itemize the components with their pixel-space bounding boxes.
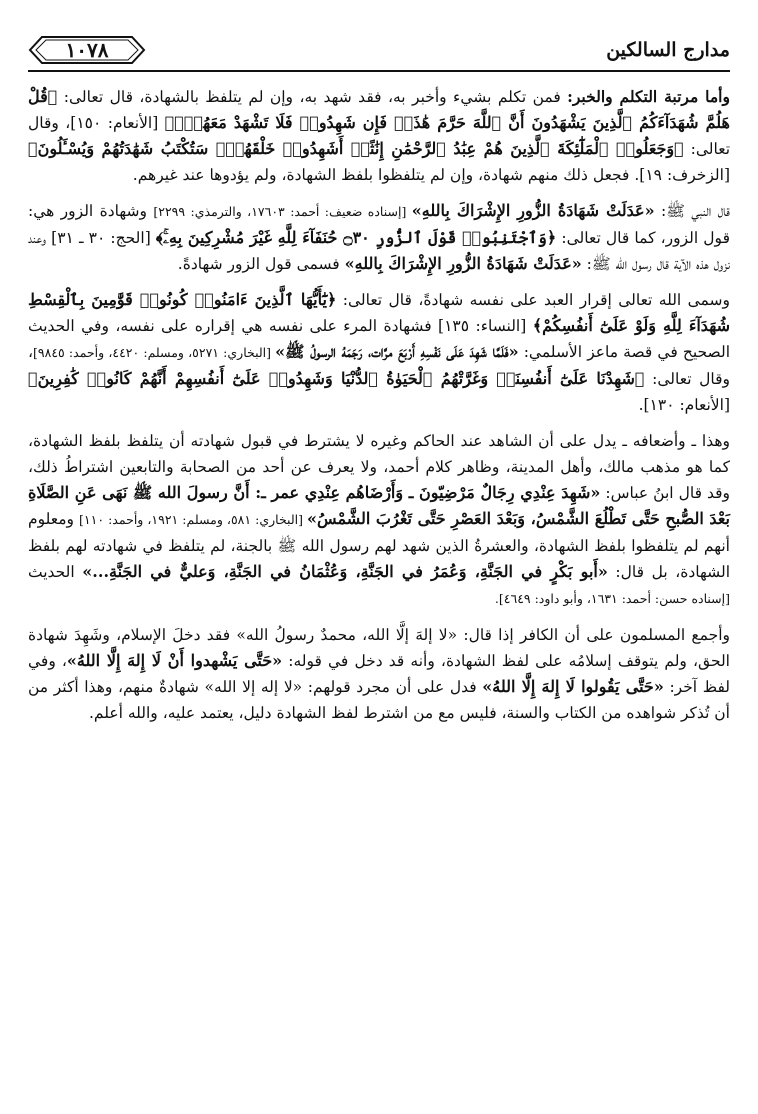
paragraph (28, 428, 730, 612)
body-text: [الزخرف: ١٩]. فجعل ذلك منهم شهادة، وإن لم يتلفظوا بلفظ الشهادة، ولم يؤدوها عند غيرهم. (132, 166, 730, 184)
citation: [إسناده ضعيف: أحمد: ١٧٦٠٣، والترمذي: ٢٢٩٩] (153, 204, 412, 219)
paragraph (28, 198, 730, 277)
body-text: ، وقال تعالى: (28, 343, 730, 388)
quotation: «عَدَلَتْ شَهَادَةُ الزُّورِ الإِشْرَاكَ بِاللهِ» (344, 254, 582, 273)
citation: [البخاري: ٥٢٧١، ومسلم: ٤٤٢٠، وأحمد: ٩٨٤٥] (33, 345, 276, 360)
quotation: «حَتَّى يَشْهدوا أَنْ لَا إِلهَ إِلَّا اللهُ» (66, 651, 283, 670)
quotation: «شَهِدَ عِنْدِي رِجَالٌ مَرْضِيّونَ ـ وَأَرْضَاهُم عِنْدِي عمر ـ: أَنَّ رسولَ الله ﷺ نَهَى عَنِ الصَّلَاةِ بَعْدَ الصُّبحِ حَتَّى تَطْلُعَ الشَّمْسُ، وَبَعْدَ العَصْرِ حَتَّى تَغْرُبَ الشَّمْسُ» (28, 483, 730, 528)
quotation: «عَدَلَتْ شَهَادَةُ الزُّورِ الإِشْرَاكَ بِاللهِ» (411, 201, 655, 220)
body-text: وشهادة الزور هي: قول الزور، كما قال تعالى: (28, 202, 730, 247)
bold-text: وأما مرتبة التكلم والخبر: (567, 87, 730, 106)
body-text: وهذا ـ وأضعافه ـ يدل على أن الشاهد عند الحاكم وغيره لا يشترط في قبول شهادته أن يتلفظ بلفظ الشهادة، كما هو مذهب مالك، وأهل المدينة، وظاهر كلام أحمد، ولا يعرف عن أحد من الصحابة والتابعين اشتراطُ ذلك، وقد قال ابنُ عباس: (28, 432, 731, 502)
body-text: فدل على أن مجرد قولهم: «لا إله إلا الله» شهادةٌ منهم، وهذا أكثر من أن تُذكر شواهده من الكتاب والسنة، فليس مع من اشترط لفظ الشهادة دليل، يعتمد عليه، والله أعلم. (28, 678, 730, 722)
paragraph (28, 622, 730, 726)
page-header (28, 30, 730, 70)
book-title: مدارج السالكين (606, 39, 730, 61)
quotation: ﴿شَهِدْنَا عَلَىٰٓ أَنفُسِنَاۖ وَغَرَّتْهُمُ ٱلْحَيَوٰةُ ٱلدُّنْيَا وَشَهِدُوا۟ عَلَىٰٓ أَنفُسِهِمْ أَنَّهُمْ كَانُوا۟ كَٰفِرِينَ﴾ (28, 369, 645, 388)
body-text: ، وفي لفظ آخر: (28, 652, 731, 696)
body-text: ومعلوم أنهم لم يتلفظوا بلفظ الشهادة، والعشرةُ الذين شهد لهم رسول الله ﷺ بالجنة، لم يتلفظ في شهادته لهم بلفظ الشهادة، بل قال: (28, 510, 730, 581)
page-number: ١٠٧٨ (65, 38, 109, 62)
body-text: وسمى الله تعالى إقرار العبد على نفسه شهادةً، قال تعالى: (336, 291, 730, 309)
body-text: فمن تكلم بشيء وأخبر به، فقد شهد به، وإن لم يتلفظ بالشهادة، قال تعالى: (57, 88, 568, 106)
page-body (28, 84, 730, 726)
quotation: ﴿وَجَعَلُوا۟ ٱلْمَلَٰٓئِكَةَ ٱلَّذِينَ هُمْ عِبَٰدُ ٱلرَّحْمَٰنِ إِنَٰثًاۚ أَشَهِدُوا۟ خَلْقَهُمْۚ سَتُكْتَبُ شَهَٰدَتُهُمْ وَيُسْـَٔلُونَ﴾ (28, 139, 684, 158)
citation: [إسناده حسن: أحمد: ١٦٣١، وأبو داود: ٤٦٤٩]. (494, 591, 730, 606)
quotation: ﴿قُلْ هَلُمَّ شُهَدَآءَكُمُ ٱلَّذِينَ يَشْهَدُونَ أَنَّ ٱللَّهَ حَرَّمَ هَٰذَاۖ فَإِن شَهِدُوا۟ فَلَا تَشْهَدْ مَعَهُمْۚ﴾ (28, 87, 730, 132)
quotation: «فَلَمَّا شَهِدَ عَلَى نَفْسِهِ أَرْبَعَ مرَّات، رَجَمَهُ الرسولُ ﷺ» (275, 342, 519, 361)
paragraph (28, 287, 730, 418)
body-text: وأجمع المسلمون على أن الكافر إذا قال: «لا إلهَ إلَّا الله، محمدٌ رسولُ الله» فقد دخلَ الإسلام، وشَهِدَ شهادة الحق، ولم يتوقف إسلامُه على لفظ الشهادة، وأنه قد دخل في قوله: (28, 626, 730, 670)
header-divider (28, 70, 730, 72)
page-number-box (28, 35, 146, 65)
quotation: «أَبو بَكْرٍ في الجَنَّةِ، وَعُمَرُ في الجَنَّةِ، وَعُثْمَانُ في الجَنَّةِ، وَعليٌّ في الجَنَّةِ...» (82, 562, 608, 581)
quotation: ﴿يَٰٓأَيُّهَا ٱلَّذِينَ ءَامَنُوا۟ كُونُوا۟ قَوَّٰمِينَ بِٱلْقِسْطِ شُهَدَآءَ لِلَّهِ وَلَوْ عَلَىٰٓ أَنفُسِكُمْ﴾ (28, 290, 730, 335)
body-text: قال النبي ﷺ: (654, 202, 730, 220)
body-text: [النساء: ١٣٥] فشهادة المرء على نفسه هي إقراره على نفسه، وفي الحديث الصحيح في قصة ماعز الأسلمي: (28, 317, 731, 361)
quotation: ﴿وَٱجْتَنِبُوا۟ قَوْلَ ٱلزُّورِ ۝٣٠ حُنَفَآءَ لِلَّهِ غَيْرَ مُشْرِكِينَ بِهِۦۚ﴾ (155, 228, 557, 247)
body-text: [الأنعام: ١٥٠]، وقال تعالى: (28, 114, 731, 158)
citation: [البخاري: ٥٨١، ومسلم: ١٩٢١، وأحمد: ١١٠] (79, 512, 308, 527)
paragraph (28, 84, 730, 188)
body-text: [الحج: ٣٠ ـ ٣١] وعند نزول هذه الآية قال رسول الله ﷺ: (28, 229, 730, 273)
body-text: [الأنعام: ١٣٠]. (638, 396, 730, 414)
quotation: «حَتَّى يَقُولوا لَا إِلهَ إِلَّا اللهُ» (482, 677, 664, 696)
body-text: فسمى قول الزور شهادةً. (177, 255, 345, 273)
body-text: الحديث (28, 563, 83, 581)
